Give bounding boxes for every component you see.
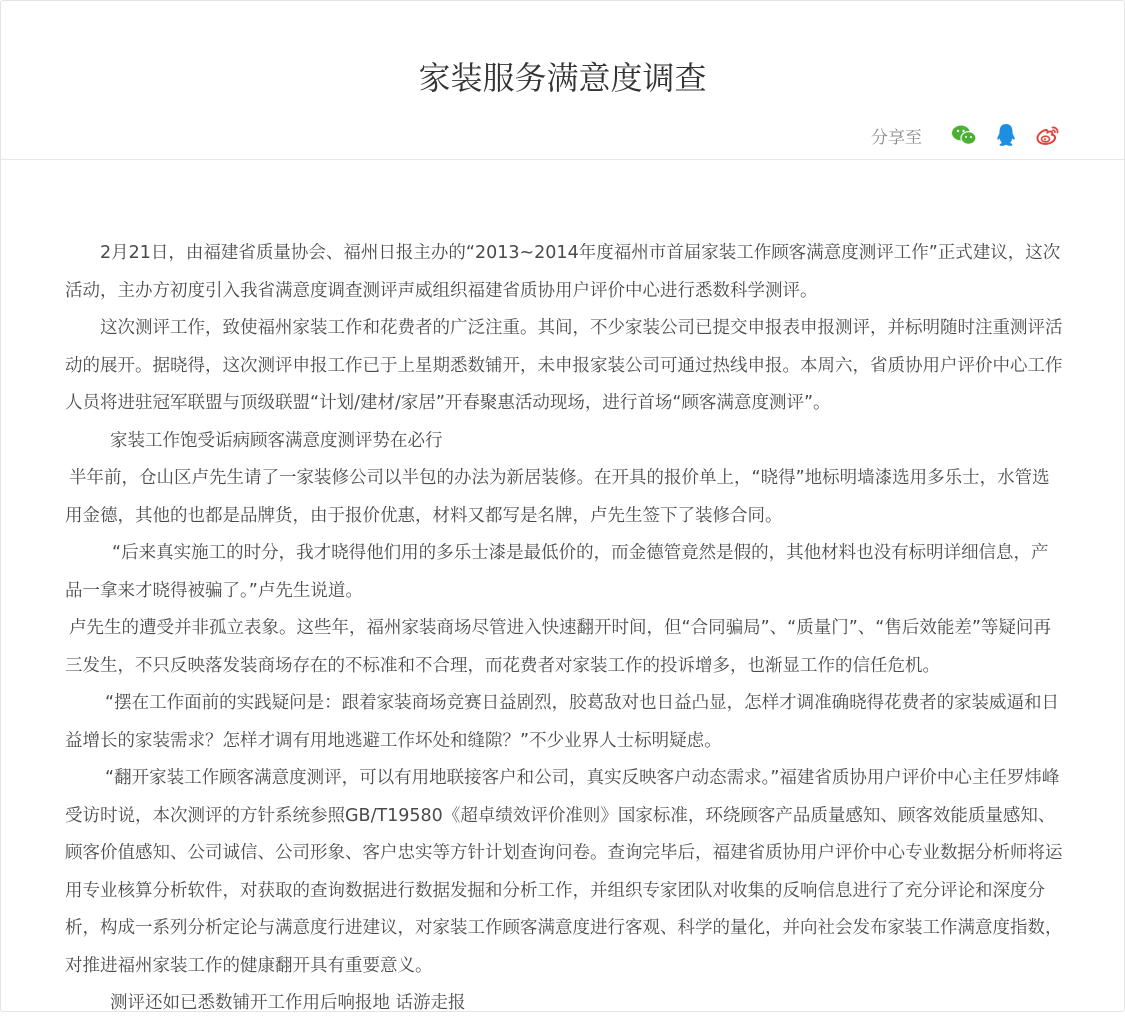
share-bar bbox=[871, 119, 1062, 151]
article-paragraph: 半年前，仓山区卢先生请了一家装修公司以半包的办法为新居装修。在开具的报价单上，“晓得”地标明墙漆选用多乐士，水管选用金德，其他的也都是品牌货，由于报价优惠，材料又都写是名牌，卢先生签下了装修合同。 bbox=[65, 468, 1050, 526]
wechat-icon[interactable] bbox=[950, 121, 978, 149]
article-paragraph: “翻开家装工作顾客满意度测评，可以有用地联接客户和公司，真实反映客户动态需求。”福建省质协用户评价中心主任罗炜峰受访时说，本次测评的方针系统参照GB/T19580《超卓绩效评价准则》国家标准，环绕顾客产品质量感知、顾客效能质量感知、顾客价值感知、公司诚信、公司形象、客户忠实等方针计划查询问卷。查询完毕后，福建省质协用户评价中心专业数据分析师将运用专业核算分析软件，对获取的查询数据进行数据发掘和分析工作，并组织专家团队对收集的反响信息进行了充分评论和深度分析，构成一系列分析定论与满意度行进建议，对家装工作顾客满意度进行客观、科学的量化，并向社会发布家装工作满意度指数，对推进福州家装工作的健康翻开具有重要意义。 bbox=[65, 768, 1063, 976]
article-paragraph: 卢先生的遭受并非孤立表象。这些年，福州家装商场尽管进入快速翻开时间，但“合同骗局”、“质量门”、“售后效能差”等疑问再三发生，不只反映落发装商场存在的不标准和不合理，而花费者对家装工作的投诉增多，也渐显工作的信任危机。 bbox=[65, 618, 1051, 676]
article-subheading: 家装工作饱受诟病顾客满意度测评势在必行 bbox=[110, 430, 443, 451]
article-header bbox=[1, 1, 1124, 160]
qq-icon[interactable] bbox=[992, 121, 1020, 149]
article-paragraph: “摆在工作面前的实践疑问是：跟着家装商场竞赛日益剧烈，胶葛敌对也日益凸显，怎样才调准确晓得花费者的家装威逼和日益增长的家装需求？怎样才调有用地逃避工作坏处和缝隙？”不少业界人士标明疑虑。 bbox=[65, 693, 1060, 751]
article-paragraph: 2月21日，由福建省质量协会、福州日报主办的“2013~2014年度福州市首届家装工作顾客满意度测评工作”正式建议，这次活动，主办方初度引入我省满意度调查测评声威组织福建省质协用户评价中心进行悉数科学测评。 bbox=[65, 243, 1061, 301]
article-paragraph: “后来真实施工的时分，我才晓得他们用的多乐士漆是最低价的，而金德管竟然是假的，其他材料也没有标明详细信息，产品一拿来才晓得被骗了。”卢先生说道。 bbox=[65, 543, 1049, 601]
article-paragraph: 这次测评工作，致使福州家装工作和花费者的广泛注重。其间，不少家装公司已提交申报表申报测评，并标明随时注重测评活动的展开。据晓得，这次测评申报工作已于上星期悉数铺开，未申报家装公司可通过热线申报。本周六，省质协用户评价中心工作人员将进驻冠军联盟与顶级联盟“计划/建材/家居”开春聚惠活动现场，进行首场“顾客满意度测评”。 bbox=[65, 318, 1063, 413]
page-title: 家装服务满意度调查 bbox=[418, 59, 707, 97]
article-body bbox=[65, 235, 1065, 1023]
share-label: 分享至 bbox=[871, 127, 922, 148]
article-paragraph: 测评还如已悉数铺开工作用后响报地 话游走报 bbox=[110, 993, 466, 1013]
weibo-icon[interactable] bbox=[1034, 121, 1062, 149]
